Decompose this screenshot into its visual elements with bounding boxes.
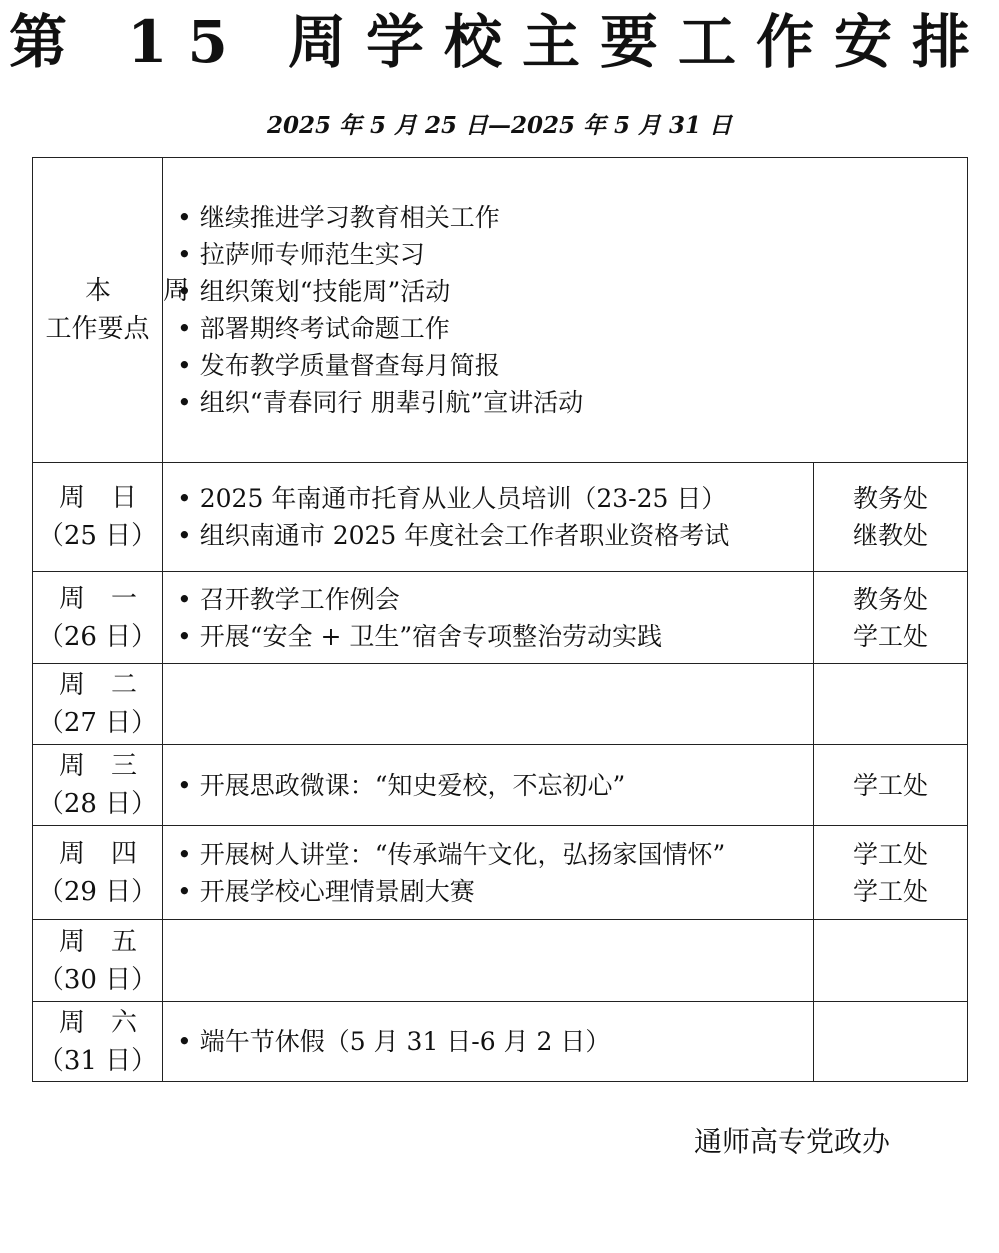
day-name: 周五 <box>59 926 164 957</box>
day-row-monday <box>33 572 968 664</box>
issuer-signature: 通师高专党政办 <box>694 1125 891 1158</box>
schedule-item: • 开展思政微课：“知史爱校，不忘初心” <box>177 767 813 804</box>
schedule-table <box>32 157 968 1082</box>
day-label <box>33 826 163 920</box>
schedule-item: • 召开教学工作例会 <box>177 581 813 618</box>
day-date: （29 日） <box>37 876 158 907</box>
day-depts <box>814 826 968 920</box>
day-label <box>33 572 163 664</box>
schedule-item: • 开展学校心理情景剧大赛 <box>177 873 813 910</box>
day-label <box>33 664 163 745</box>
day-row-sunday <box>33 463 968 572</box>
day-depts <box>814 745 968 826</box>
day-date: （25 日） <box>37 521 158 551</box>
key-point-item: • 拉萨师专师范生实习 <box>177 236 967 273</box>
key-point-item: • 部署期终考试命题工作 <box>177 310 967 347</box>
schedule-item: • 组织南通市 2025 年度社会工作者职业资格考试 <box>177 517 813 554</box>
day-name: 周二 <box>59 670 164 700</box>
day-depts <box>814 463 968 572</box>
schedule-item: • 开展“安全 + 卫生”宿舍专项整治劳动实践 <box>177 618 813 655</box>
key-point-item: • 组织策划“技能周”活动 <box>177 273 967 310</box>
day-label <box>33 920 163 1002</box>
dept-label: 学工处 <box>853 876 929 906</box>
day-name: 周一 <box>59 583 164 614</box>
day-label <box>33 745 163 826</box>
day-date: （28 日） <box>37 789 158 819</box>
dept-label: 继教处 <box>853 521 929 550</box>
day-items <box>163 572 814 664</box>
day-date: （31 日） <box>37 1045 158 1076</box>
key-point-item: • 发布教学质量督查每月简报 <box>177 347 967 384</box>
day-row-tuesday <box>33 664 968 745</box>
key-points-row <box>33 158 968 463</box>
schedule-item: • 开展树人讲堂：“传承端午文化，弘扬家国情怀” <box>177 836 813 873</box>
day-row-wednesday <box>33 745 968 826</box>
day-row-friday <box>33 920 968 1002</box>
day-name: 周三 <box>59 751 164 781</box>
day-items <box>163 826 814 920</box>
day-name: 周日 <box>59 483 164 513</box>
key-points-label-line1: 本周 <box>85 276 242 306</box>
day-date: （27 日） <box>37 708 158 738</box>
day-label <box>33 463 163 572</box>
schedule-item: • 2025 年南通市托育从业人员培训（23-25 日） <box>177 480 813 517</box>
day-items <box>163 1002 814 1082</box>
dept-label: 教务处 <box>853 584 929 614</box>
day-items <box>163 463 814 572</box>
day-label <box>33 1002 163 1082</box>
page-title: 第 15 周学校主要工作安排 <box>8 8 991 76</box>
day-depts <box>814 1002 968 1082</box>
day-items <box>163 920 814 1002</box>
key-points-label <box>33 158 242 463</box>
day-row-thursday <box>33 826 968 920</box>
key-points-list <box>163 158 968 463</box>
schedule-item: • 端午节休假（5 月 31 日-6 月 2 日） <box>177 1023 813 1060</box>
day-items <box>163 664 814 745</box>
day-depts <box>814 572 968 664</box>
dept-label: 学工处 <box>853 621 929 651</box>
day-row-saturday <box>33 1002 968 1082</box>
day-items <box>163 745 814 826</box>
date-range: 2025 年 5 月 25 日—2025 年 5 月 31 日 <box>266 112 733 139</box>
day-name: 周四 <box>59 838 164 869</box>
day-date: （30 日） <box>37 964 158 995</box>
day-date: （26 日） <box>37 621 158 652</box>
dept-label: 学工处 <box>853 839 929 869</box>
day-depts <box>814 664 968 745</box>
key-points-label-line2: 工作要点 <box>45 314 150 344</box>
dept-label: 学工处 <box>853 770 929 800</box>
day-depts <box>814 920 968 1002</box>
day-name: 周六 <box>59 1007 164 1038</box>
dept-label: 教务处 <box>853 484 929 513</box>
key-point-item: • 组织“青春同行 朋辈引航”宣讲活动 <box>177 384 967 421</box>
key-point-item: • 继续推进学习教育相关工作 <box>177 199 967 236</box>
